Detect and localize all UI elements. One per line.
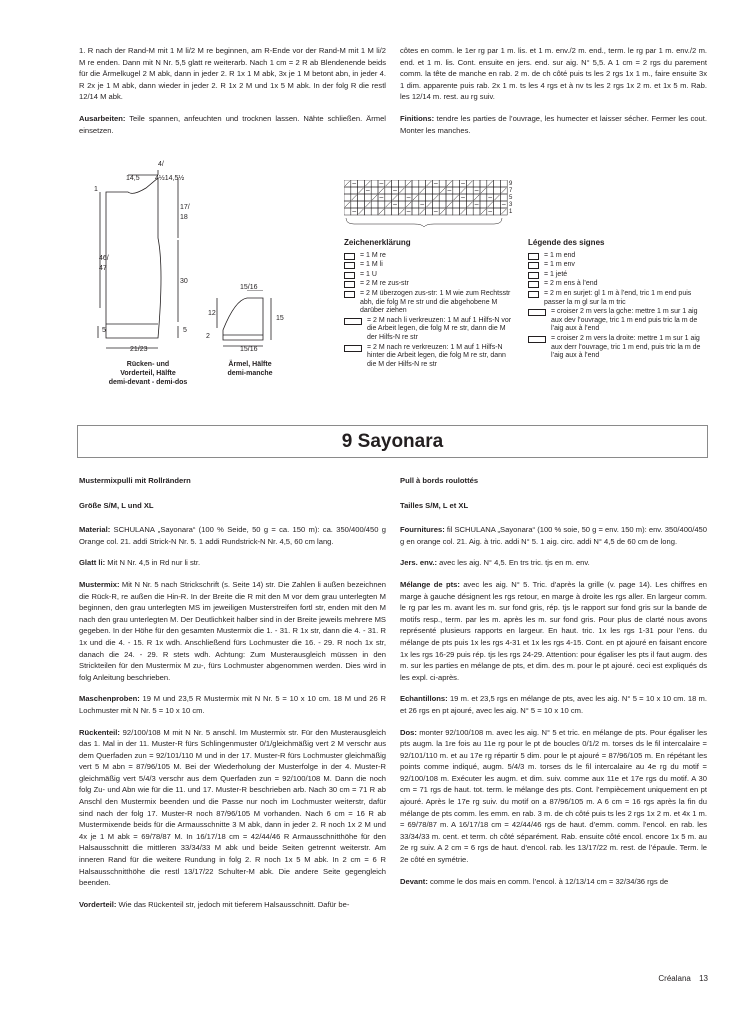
legend-text: = 1 M re <box>360 251 386 259</box>
legend-text: = 1 M li <box>360 261 383 269</box>
legend-text: = croiser 2 m vers la gche: mettre 1 m sur 1 aig aux dev l’ouvrage, tric 1 m end puis tric la m de l’aig aux à l’end <box>551 308 698 333</box>
chart-symbol <box>345 181 350 186</box>
chart-cell <box>371 187 378 194</box>
chart-cell <box>500 180 507 187</box>
paragraph <box>79 557 386 569</box>
chart-symbol <box>427 181 432 186</box>
text: comme le dos mais en comm. l’encol. à 12/13/14 cm = 32/34/36 rgs de <box>427 876 669 886</box>
chart-symbol <box>406 181 411 186</box>
chart-cell <box>446 194 453 201</box>
chart-symbol <box>345 202 350 207</box>
chart-cell <box>432 201 439 208</box>
k2tog-icon <box>344 281 355 288</box>
chart-cell <box>487 187 494 194</box>
legend-item <box>528 308 708 334</box>
chart-cell <box>419 180 426 187</box>
chart-cell <box>344 208 351 215</box>
chart-cell <box>426 187 433 194</box>
chart-symbol <box>386 181 391 186</box>
chart-cell <box>344 187 351 194</box>
chart-symbol <box>399 209 404 214</box>
text: 19 M und 23,5 R Mustermix mit N Nr. 5 = 10 x 10 cm. 18 M und 26 R Lochmuster mit N Nr. 5 = 10 x 10 cm. <box>79 694 386 715</box>
dim-label: 1 <box>94 186 98 193</box>
text: Mit N Nr. 4,5 in Rd nur li str. <box>105 558 201 568</box>
legend-text: = 2 M nach re verkreuzen: 1 M auf 1 Hilfs-N hinter die Arbeit legen, die folg M re str, dann die M der Hilfs-N re str <box>367 343 506 368</box>
paragraph <box>400 557 707 569</box>
label: Devant: <box>400 876 428 886</box>
skp-icon <box>344 291 355 298</box>
chart-symbol <box>461 209 466 214</box>
chart-cell <box>351 201 358 208</box>
legend-item <box>528 261 708 270</box>
chart-cell <box>500 194 507 201</box>
dim-label: 21/23 <box>130 346 148 353</box>
chart-symbol <box>427 202 432 207</box>
legend-text: = 1 jeté <box>544 270 568 278</box>
chart-symbol <box>379 188 384 193</box>
dim-label: 12 <box>208 310 216 317</box>
chart-symbol <box>467 202 472 207</box>
paragraph <box>79 579 386 683</box>
legend-item <box>344 252 514 261</box>
paragraph <box>79 899 386 911</box>
label: Dos: <box>400 727 417 737</box>
label: Maschenproben: <box>79 694 140 704</box>
knitting-chart <box>344 180 520 228</box>
chart-cell <box>432 187 439 194</box>
label: Mustermix: <box>79 579 120 589</box>
sizes: Größe S/M, L und XL <box>79 500 154 510</box>
legend-item <box>344 271 514 280</box>
legend-item <box>528 335 708 361</box>
chart-row-label: 9 <box>509 181 513 187</box>
caption-line: Vorderteil, Hälfte <box>120 370 176 377</box>
label: Ausarbeiten: <box>79 113 126 123</box>
caption-line: demi-devant - demi-dos <box>108 379 188 386</box>
paragraph <box>79 113 386 136</box>
caption <box>108 360 188 387</box>
chart-cell <box>378 201 385 208</box>
chart-symbol <box>447 181 452 186</box>
chart-cell <box>364 194 371 201</box>
label: Glatt li: <box>79 558 106 568</box>
chart-row-label: 3 <box>509 202 513 208</box>
chart-symbol <box>393 195 398 200</box>
chart-symbol <box>420 188 425 193</box>
chart-cell <box>426 194 433 201</box>
chart-row-label: 7 <box>509 188 513 194</box>
label: Fournitures: <box>400 525 445 535</box>
body-schematic <box>88 158 208 388</box>
legend-text: = 2 m ens à l’end <box>544 280 598 288</box>
chart-cell <box>358 201 365 208</box>
chart-cell <box>494 180 501 187</box>
legend-text: = croiser 2 m vers la droite: mettre 1 m sur 1 aig aux derr l’ouvrage, tric 1 m end, puis tric la m de l’aig aux à l’end <box>551 334 701 360</box>
chart-symbol <box>352 195 357 200</box>
chart-symbol <box>454 195 459 200</box>
dim-label: 30 <box>180 278 188 285</box>
legend-german <box>344 239 514 370</box>
legend-item <box>344 280 514 289</box>
chart-cell <box>480 180 487 187</box>
top-right-column <box>400 45 707 146</box>
legend-item <box>528 290 708 307</box>
knit-icon <box>528 253 539 260</box>
chart-symbol <box>379 209 384 214</box>
section-heading: Mustermixpulli mit Rollrändern <box>79 476 191 485</box>
pattern-title: 9 Sayonara <box>77 425 708 458</box>
legend-text: = 2 M nach li verkreuzen: 1 M auf 1 Hilfs-N vor die Arbeit legen, die folg M re str, dann die M der Hilfs-N re str <box>367 316 512 341</box>
dim-label: 4½14,5½ <box>155 175 185 182</box>
legend-french <box>528 239 708 362</box>
paragraph <box>400 579 707 683</box>
chart-symbol <box>488 181 493 186</box>
yarn-over-icon <box>344 272 355 279</box>
chart-cell <box>385 187 392 194</box>
chart-symbol <box>372 195 377 200</box>
legend-text: = 1 m end <box>544 251 576 259</box>
chart-cell <box>371 180 378 187</box>
legend-title: Légende des signes <box>528 238 605 247</box>
label: Material: <box>79 525 111 535</box>
dim-label: 47 <box>99 265 107 272</box>
chart-cell <box>405 187 412 194</box>
chart-cell <box>480 201 487 208</box>
legend-item <box>344 317 514 343</box>
chart-cell <box>371 208 378 215</box>
chart-row-label: 1 <box>509 209 513 215</box>
paragraph <box>79 727 386 889</box>
chart-symbol <box>488 202 493 207</box>
legend-item <box>344 290 514 316</box>
chart-symbol <box>474 195 479 200</box>
chart-cell <box>398 180 405 187</box>
chart-cell <box>364 208 371 215</box>
label: Finitions: <box>400 113 435 123</box>
paragraph <box>400 693 707 716</box>
knit-icon <box>344 253 355 260</box>
dim-label: 17/ <box>180 204 190 211</box>
text: monter 92/100/108 m. avec les aig. N° 5 et tric. en mélange de pts. Pour égaliser les pts augm. la 1re fois au 11e rg pour le pt de boucles 0/1/2 m. torses ds le fil intercalaire = 92/101/110 m. et au 17e rg répartir 5 dim. pour le pt ajouré = 87/96/105 m. En répétant les points comme indiqué, augm. 5/4/3 m. torses ds le fil intercalaire au 4e rg du motif = 92/100/108 m. Exécuter les augm. et dim. suiv. comme aux 11e et 17e rgs du motif. A 30 cm = 71 rgs de haut. tot. term. le mélange des pts. Cont. l’empiècement uniquement en pt ajouré. Après le 17e rg suiv. du motif on a 87/96/105 m. A 6 cm = 16 rgs après la fin du mélange de pts comm. les emm. en rab. 3 m. de ch côté puis ts les 2 rgs 1x 2 m. et 4x 1 m. = 69/78/87 m. A 16/17/18 cm = 42/44/46 rgs de haut. d’emm. comm. l’encol. en rab. les 33/34/33 m. cent. et term. ch côté séparément. Rab. ensuite côté encol. encore 1x 5 m. au 2e rg suiv. A 2 cm = 6 rgs de haut. d’encol. rab. les 13/17/22 m. rest. de l’épaule. Term. le 2e côté en symétrie. <box>400 727 707 865</box>
paragraph: 1. R nach der Rand-M mit 1 M li/2 M re beginnen, am R-Ende vor der Rand-M mit 1 M li/2 M re enden. Dann mit N Nr. 5,5 glatt re weiterarb. Nach 1 cm = 2 R ab Blendenende beids für die Ärmelkugel 2 M abk, dann in jeder 2. R 1x 1 M abk, 3x je 1 M betont abn, in jeder 4. R 2x je 1 M abk, dann wieder in jeder 2. R 1x 2 M und 1x 5 M abk. In der folg R die restl 12/14 M abk. <box>79 46 386 102</box>
chart-cell <box>398 201 405 208</box>
chart-symbol <box>461 188 466 193</box>
chart-cell <box>494 187 501 194</box>
label: Vorderteil: <box>79 899 117 909</box>
chart-cell <box>412 180 419 187</box>
cross-right-icon <box>344 345 362 352</box>
paragraph <box>400 727 707 866</box>
brand: Créalana <box>658 974 691 983</box>
chart-repeat-bracket <box>346 218 502 227</box>
legend-item <box>344 261 514 270</box>
legend-text: = 2 m en surjet: gl 1 m à l’end, tric 1 m end puis passer la m gl sur la m tric <box>544 289 692 306</box>
chart-symbol <box>447 202 452 207</box>
dim-label: 2 <box>206 333 210 340</box>
dim-label: 15 <box>276 315 284 322</box>
chart-cell <box>453 201 460 208</box>
paragraph <box>79 524 386 547</box>
paragraph <box>400 113 707 136</box>
sizes: Tailles S/M, L et XL <box>400 500 469 510</box>
text: avec les aig. N° 4,5. En trs tric. tjs en m. env. <box>437 558 590 568</box>
chart-cell <box>439 180 446 187</box>
chart-cell <box>494 208 501 215</box>
chart-cell <box>426 208 433 215</box>
chart-symbol <box>365 181 370 186</box>
cross-right-icon <box>528 336 546 343</box>
chart-symbol <box>365 202 370 207</box>
text: avec les aig. N° 5. Tric. d’après la grille (v. page 14). Les chiffres en marge à gauche désignent les rgs retour, en marge à droite les rgs aller. En largeur comm. le rg par les m. avant les m. sur fond gris, rép. tjs le rapport sur fond gris sur la bande de motifs resp., term. par les m. après les m. sur fond gris. Pour plus de clarté nous avons représenté plusieurs rapports en largeur. En haut. tric. 1x les rgs 1-31 pour l’ens. du mélange de pts puis 1x les rgs 4-31 et 1x les rgs 4-15. Cont. en pt ajouré en faisant encore 1x les rgs 16-29 puis rép. tjs les rgs 24-29. Attention: pour égaliser les pts il faut augm. des m. sur les parties en mélange de pts, et dim. des m. pour le pt ajouré. ceci est expliqués ds les expl. ci-après. <box>400 579 707 682</box>
main-left-column <box>79 475 386 920</box>
dim-label: 15/16 <box>240 346 258 353</box>
sleeve-schematic <box>205 290 285 350</box>
label: Echantillons: <box>400 694 448 704</box>
dim-label: 14,5 <box>126 175 140 182</box>
chart-cell <box>473 208 480 215</box>
chart-cell <box>466 194 473 201</box>
chart-symbol <box>359 209 364 214</box>
chart-cell <box>453 187 460 194</box>
k2tog-icon <box>528 281 539 288</box>
text: 19 m. et 23,5 rgs en mélange de pts, avec les aig. N° 5 = 10 x 10 cm. 18 m. et 26 rgs en pt ajouré, avec les aig. N° 5 = 10 x 10 cm. <box>400 694 707 715</box>
purl-icon <box>344 262 355 269</box>
chart-symbol <box>481 209 486 214</box>
paragraph: côtes en comm. le 1er rg par 1 m. lis. et 1 m. env./2 m. end., term. le rg par 1 m. env./2 m. end. et 1 m. lis. Cont. ensuite en jers. end. sur aig. N° 5,5. A 1 cm = 2 rgs du parement comm. la tête de manche en rab. 2 m. de ch côté puis ts les 2 rgs 1x 1 m., faire ensuite 3x 1 dim. apparente puis rab. 2x 1 m. ts les 4 rgs et à nv ts les 2 rgs 1x 2 m. et 1x 5 m. Rab. les 12/14 m. rest. au rg suiv. <box>400 46 707 102</box>
chart-cell <box>439 194 446 201</box>
chart-cell <box>351 187 358 194</box>
dim-label: 5 <box>102 327 106 334</box>
text: Teile spannen, anfeuchten und trocknen lassen. Nähte schließen. Ärmel einsetzen. <box>79 113 386 135</box>
legend-item <box>344 344 514 370</box>
chart-cell <box>371 201 378 208</box>
chart-cell <box>385 194 392 201</box>
chart-symbol <box>420 209 425 214</box>
cross-left-icon <box>344 318 362 325</box>
chart-cell <box>358 194 365 201</box>
dim-label: 5 <box>183 327 187 334</box>
chart-cell <box>453 208 460 215</box>
caption-line: Ärmel, Hälfte <box>228 361 272 368</box>
chart-cell <box>392 180 399 187</box>
paragraph <box>400 524 707 547</box>
caption <box>215 360 285 378</box>
top-left-column <box>79 45 386 146</box>
legend-item <box>528 271 708 280</box>
chart-cell <box>398 194 405 201</box>
skp-icon <box>528 291 539 298</box>
chart-symbol <box>359 188 364 193</box>
legend-title: Zeichenerklärung <box>344 238 411 247</box>
caption-line: demi-manche <box>227 370 273 377</box>
chart-symbol <box>386 202 391 207</box>
chart-cell <box>473 180 480 187</box>
caption-line: Rücken- und <box>126 361 170 368</box>
page-number: 13 <box>699 974 708 983</box>
purl-icon <box>528 262 539 269</box>
chart-cell <box>419 194 426 201</box>
chart-cell <box>460 201 467 208</box>
chart-symbol <box>433 195 438 200</box>
text: tendre les parties de l’ouvrage, les humecter et laisser sécher. Fermer les cout. Monter les manches. <box>400 113 707 135</box>
chart-symbol <box>467 181 472 186</box>
legend-text: = 1 m env <box>544 261 575 269</box>
chart-cell <box>412 208 419 215</box>
chart-cell <box>344 194 351 201</box>
dim-label: 46/ <box>99 255 109 262</box>
label: Mélange de pts: <box>400 579 460 589</box>
chart-cell <box>453 180 460 187</box>
chart-row-label: 5 <box>509 195 513 201</box>
legend-text: = 2 M überzogen zus-str: 1 M wie zum Rechtsstr abh, die folg M re str und die abgehobene M darüber ziehen <box>360 289 511 315</box>
chart-cell <box>385 208 392 215</box>
chart-symbol <box>413 195 418 200</box>
chart-cell <box>412 187 419 194</box>
text: fil SCHULANA „Sayonara“ (100 % soie, 50 g = env. 150 m): env. 350/400/450 g en orange col. 21. Aig. à tric. addi N° 5. 1 aig. circ. addi N° 4,5 de 60 cm de long. <box>400 525 707 546</box>
paragraph <box>400 876 707 888</box>
text: 92/100/108 M mit N Nr. 5 anschl. Im Mustermix str. Für den Musterausgleich das 1. Mal in der 11. Muster-R fürs Schlingenmuster 0/1/gleichmäßig vert 2 M verschr aus dem Querfaden zun = 92/101/110 M und in der 17. Muster-R fürs Lochmuster gleichmäßig vert 5 M abn = 87/96/105 M. Bei der Wiederholung der Musterfolge in der 4. Muster-R gleichmäßig vert 5/4/3 verschr aus dem Querfaden zun = 92/100/108 M. Dann die noch folg Zu- und Abn wie für die 11. und 17. Muster-R beschrieben arb. Nach 30 cm = 71 R ab Anschl den Mustermix beenden und die Passe nur noch im Lochmuster weiterstr, dafür sind nach der folg 17. Muster-R noch 87/96/105 M vorhanden. Nach 6 cm = 16 R ab Mustermixende beids für die Armausschnitte 3 M abk, dann in jeder 2. R noch 1x 2 M und 4x je 1 M abk = 69/78/87 M. In 16/17/18 cm = 42/44/46 R Armausschnitthöhe für den Halsausschnitt die mittleren 33/34/33 M abk und beide Seiten getrennt weiterstr. Am inneren Rand für die weitere Rundung in folg 2. R noch 1x 5 M abk. In 2 cm = 6 R Halsausschnitthöhe die restl 13/17/22 Schulter-M abk. Die andere Seite gegengleich beenden. <box>79 727 386 888</box>
chart-symbol <box>481 188 486 193</box>
page-footer <box>658 974 708 983</box>
paragraph <box>79 693 386 716</box>
chart-cell <box>392 208 399 215</box>
chart-symbol <box>501 188 506 193</box>
chart-symbol <box>440 209 445 214</box>
text: Mit N Nr. 5 nach Strickschrift (s. Seite 14) str. Die Zahlen li außen bezeichnen die Rück-R, re außen die Hin-R. In der Breite die R mit den M vor dem grau unterlegten M beginnen, den grau unterlegten MS im jeweiligen Musterstreifen fortl str, enden mit den M nach den grau unterlegten M. Der Deutlichkeit halber sind in der Breite jeweils mehrere MS gegeben. In der Höhe für den gesamten Mustermix die 1. - 31. R 1x str, dann die 4. - 31. R 1x und die 4. - 15. R 1x wdh. Anschließend fürs Lochmuster die 16. - 29. R noch 1x str, danach die 24. - 29. R stets wdh. Achtung: Zum Musterausgleich müssen in den Strickteilen für den Mustermix M zu-, fürs Lochmuster abgenommen werden. Dies wird in folg Anleitung beschrieben. <box>79 579 386 682</box>
dim-label: 4/ <box>158 161 164 168</box>
text: SCHULANA „Sayonara“ (100 % Seide, 50 g = ca. 150 m): ca. 350/400/450 g Orange col. 21. addi Strick-N Nr. 5. 1 addi Rundstrick-N Nr. 4,5, 60 cm lang. <box>79 525 386 546</box>
chart-symbol <box>440 188 445 193</box>
chart-cell <box>358 180 365 187</box>
main-right-column <box>400 475 707 897</box>
cross-left-icon <box>528 309 546 316</box>
legend-item <box>528 252 708 261</box>
chart-cell <box>480 194 487 201</box>
chart-cell <box>412 201 419 208</box>
chart-cell <box>466 208 473 215</box>
chart-symbol <box>399 188 404 193</box>
legend-text: = 1 U <box>360 270 377 278</box>
text: Wie das Rückenteil str, jedoch mit tieferem Halsausschnitt. Dafür be- <box>116 899 350 909</box>
chart-cell <box>439 201 446 208</box>
section-heading: Pull à bords roulottés <box>400 476 479 485</box>
chart-cell <box>446 208 453 215</box>
label: Rückenteil: <box>79 727 120 737</box>
legend-text: = 2 M re zus-str <box>360 280 409 288</box>
chart-symbol <box>495 195 500 200</box>
dim-label: 15/16 <box>240 284 258 291</box>
dim-label: 18 <box>180 214 188 221</box>
label: Jers. env.: <box>400 558 438 568</box>
legend-item <box>528 280 708 289</box>
yarn-over-icon <box>528 272 539 279</box>
chart-cell <box>466 187 473 194</box>
chart-symbol <box>501 209 506 214</box>
chart-symbol <box>406 202 411 207</box>
chart-cell <box>494 201 501 208</box>
